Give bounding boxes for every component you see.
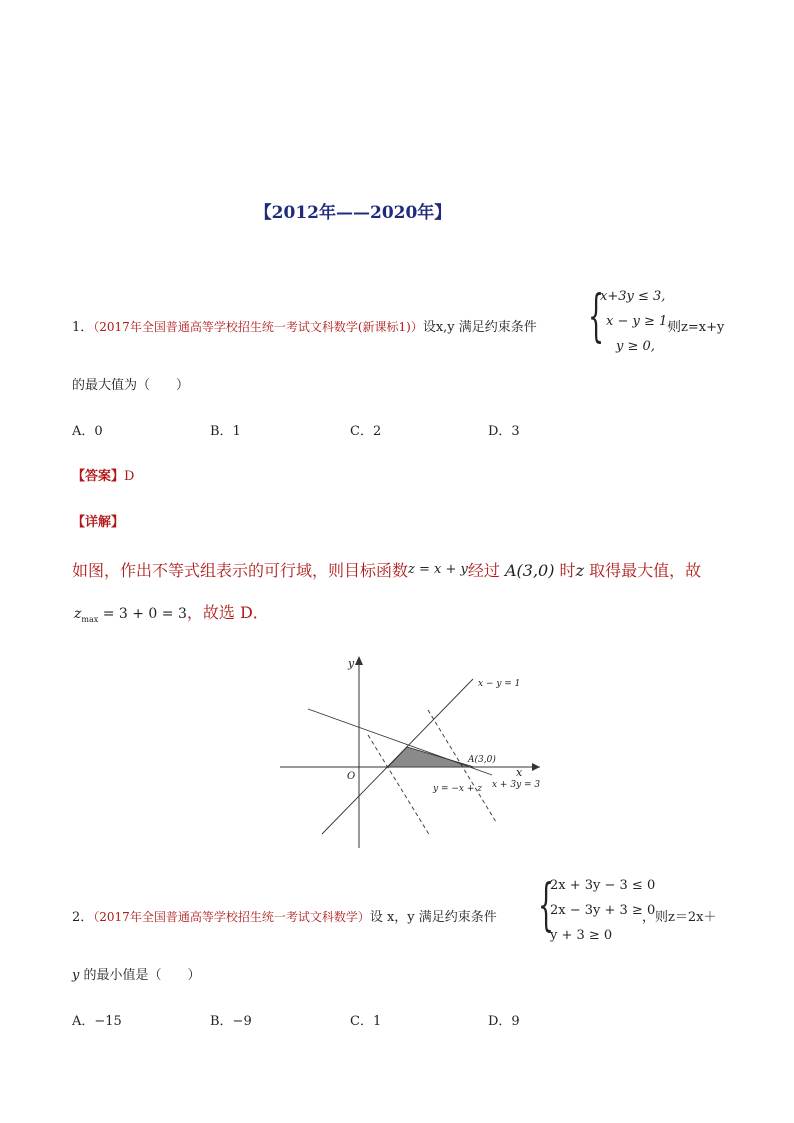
q1-source: （2017年全国普通高等学校招生统一考试文科数学(新课标1)）: [93, 320, 423, 334]
q2-option-c: C．1: [350, 1014, 382, 1029]
section-title: 【2012年——2020年】: [254, 203, 452, 223]
q1-condition-3: y ≥ 0,: [616, 339, 655, 354]
q1-option-b: B．1: [210, 424, 241, 439]
line3-label: y = −x + z: [433, 784, 482, 794]
q2-condition-3: y + 3 ≥ 0: [550, 928, 613, 943]
q1-answer-line: [72, 465, 134, 484]
q2-option-a: A．−15: [72, 1014, 122, 1029]
origin-label: O: [347, 771, 356, 782]
q2-stem: 设 x，y 满足约束条件: [369, 910, 497, 925]
z-variable: z: [575, 561, 584, 580]
q1-condition-2: x − y ≥ 1,: [606, 314, 672, 329]
answer-value: D: [124, 469, 135, 484]
line-x-minus-y: [322, 679, 473, 834]
y-axis-arrow: [355, 656, 363, 665]
explanation-text-a: 如图，作出不等式组表示的可行域，则目标函数: [72, 561, 409, 580]
q2-objective: ，则z＝2x＋: [642, 910, 717, 925]
explanation-line-2: [74, 600, 269, 624]
x-axis-arrow: [532, 763, 540, 771]
q2-option-b: B．−9: [210, 1014, 252, 1029]
q2-condition-2: 2x − 3y + 3 ≥ 0: [550, 903, 656, 918]
objective-expression: z = x + y: [408, 562, 468, 577]
q2-stem-2: 的最小值是（ ）: [79, 968, 201, 983]
q2-brace: {: [538, 873, 555, 938]
line2-label: x + 3y = 3: [492, 780, 541, 790]
q2-y-var: y: [72, 968, 80, 983]
objective-line-1: [368, 735, 430, 836]
explanation-line-1: [72, 558, 701, 581]
q2-stem-2-line: [72, 964, 201, 983]
q2-stem-line: [72, 906, 497, 925]
line1-label: x − y = 1: [478, 679, 521, 689]
x-axis-label: x: [516, 766, 523, 779]
q1-number: 1．: [72, 320, 94, 335]
q1-figure: [280, 650, 550, 850]
q2-number: 2．: [72, 910, 94, 925]
point-a: A(3,0): [504, 561, 555, 580]
explanation-conclusion: ，故选 D．: [186, 603, 269, 622]
explanation-text-b: 经过: [467, 561, 500, 580]
q1-objective: 则z=x+y: [668, 320, 725, 335]
q1-option-c: C．2: [350, 424, 382, 439]
q2-condition-1: 2x + 3y − 3 ≤ 0: [550, 878, 656, 893]
explanation-text-c: 时: [559, 561, 576, 580]
q1-stem: 设x,y 满足约束条件: [422, 320, 537, 335]
q1-stem-line: [72, 316, 537, 335]
detail-label: 【详解】: [72, 515, 125, 530]
q1-brace: {: [588, 284, 605, 349]
point-a-label: A(3,0): [468, 755, 496, 765]
answer-label: 【答案】: [72, 469, 125, 484]
z-max-expression: = 3 + 0 = 3: [98, 606, 187, 622]
q2-source: （2017年全国普通高等学校招生统一考试文科数学）: [93, 910, 370, 924]
q1-option-a: A．0: [72, 424, 103, 439]
explanation-text-d: 取得最大值，故: [589, 561, 702, 580]
q1-option-d: D．3: [488, 424, 520, 439]
z-max-sub: max: [81, 615, 99, 625]
q2-option-d: D．9: [488, 1014, 520, 1029]
q1-stem-2: 的最大值为（ ）: [72, 378, 190, 393]
q1-condition-1: x+3y ≤ 3,: [600, 289, 666, 304]
y-axis-label: y: [348, 657, 355, 670]
z-max-var: z: [74, 606, 82, 622]
